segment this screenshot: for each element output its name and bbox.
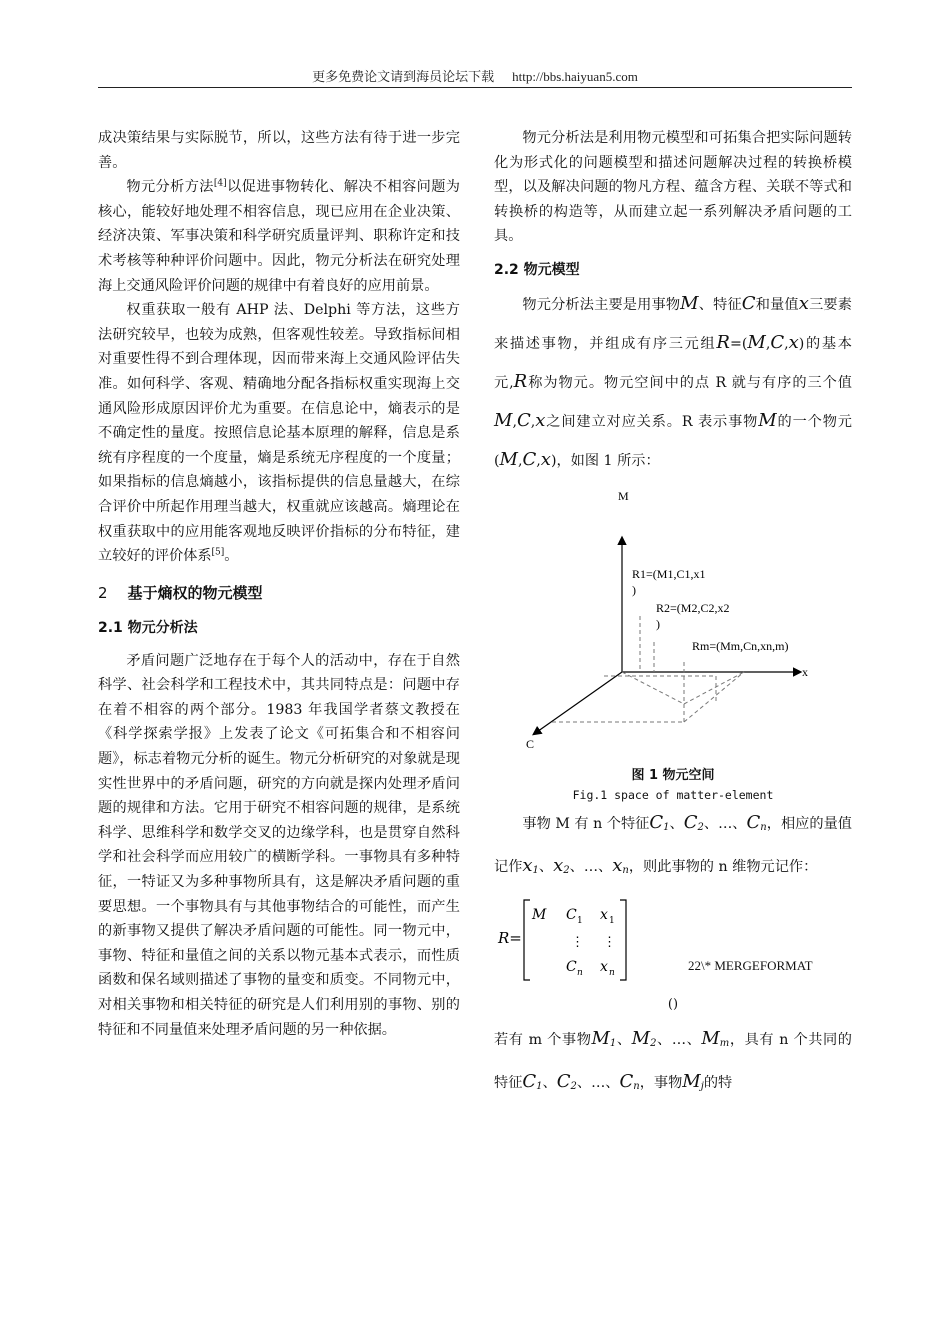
comma: ,	[765, 335, 771, 352]
ellipsis: 、…、	[703, 815, 747, 832]
symbol-C: C	[516, 409, 531, 431]
matter-element-space-diagram	[494, 486, 852, 766]
section-heading-2	[98, 581, 460, 605]
matrix-vdots-1: ⋮	[571, 934, 584, 950]
sub-m: m	[719, 1037, 730, 1049]
sub-2: 2	[563, 864, 570, 876]
sub-1: 1	[536, 1080, 543, 1092]
figure-caption-en: Fig.1 space of matter-element	[572, 787, 774, 802]
reference-4[interactable]: [4]	[213, 178, 227, 189]
symbol-x: x	[540, 448, 551, 470]
matrix-x1-sub: 1	[609, 915, 615, 926]
symbol-x: x	[798, 292, 809, 314]
p2-seg-9: 的一个物元(	[494, 413, 852, 469]
symbol-M: M	[494, 409, 513, 431]
axis-C-line	[534, 672, 622, 734]
symbol-M: M	[682, 1070, 701, 1092]
reference-5[interactable]: [5]	[211, 547, 225, 558]
axis-label-M: M	[618, 488, 629, 503]
matrix-C1: C	[566, 906, 577, 923]
separator: 、	[542, 1074, 557, 1091]
left-paragraph-3	[98, 298, 460, 569]
matrix-x1: x	[600, 906, 608, 923]
p2-seg-8: 之间建立对应关系。R 表示事物	[545, 413, 759, 430]
symbol-C: C	[619, 1070, 634, 1092]
projection-lines	[552, 616, 744, 722]
matrix-M: M	[532, 906, 547, 923]
ellipsis: 、…、	[569, 858, 613, 875]
equation-number: ()	[667, 996, 679, 1012]
p2-text-b: 以促进事物转化、解决不相容问题为核心，能较好地处理不相容信息，现已应用在企业决策、经济决策、军事决策和科学研究质量评判、职称许定和技术考核等种种评价问题中。因此，物元分析法在研究处理海上交通风险评价问题的规律中有着良好的应用前景。	[98, 179, 460, 294]
header-url[interactable]: http://bbs.haiyuan5.com	[512, 69, 638, 84]
p4-seg-1: 若有 m 个事物	[494, 1031, 592, 1048]
right-paragraph-2	[494, 285, 852, 480]
section-number: 2	[98, 583, 108, 602]
subsection-heading-2-2: 2.2 物元模型	[494, 261, 580, 278]
symbol-C: C	[746, 811, 761, 833]
comma: ,	[530, 413, 536, 430]
symbol-x: x	[553, 854, 564, 876]
symbol-M: M	[701, 1027, 720, 1049]
left-paragraph-1: 成决策结果与实际脱节，所以，这些方法有待于进一步完善。	[98, 130, 460, 171]
symbol-C: C	[770, 331, 785, 353]
sub-2: 2	[650, 1037, 657, 1049]
matrix-C1-sub: 1	[577, 915, 583, 926]
p2-seg-10: )，如图 1 所示：	[550, 452, 660, 469]
matrix-xn: x	[600, 958, 608, 975]
matrix-right-bracket	[620, 900, 626, 980]
sub-n: n	[633, 1080, 640, 1092]
symbol-M: M	[680, 292, 699, 314]
matrix-equation	[494, 892, 852, 988]
matrix-left-bracket	[524, 900, 530, 980]
separator: 、	[538, 858, 554, 875]
right-paragraph-4	[494, 1020, 852, 1106]
sub-n: n	[622, 864, 629, 876]
comma: ,	[517, 452, 523, 469]
subsection-heading-2-1: 2.1 物元分析法	[98, 619, 198, 636]
symbol-x: x	[612, 854, 623, 876]
right-column	[494, 126, 852, 1106]
symbol-M: M	[499, 448, 518, 470]
comma: ,	[784, 335, 789, 352]
symbol-x: x	[788, 331, 799, 353]
symbol-C: C	[556, 1070, 571, 1092]
header-text: 更多免费论文请到海员论坛下载	[312, 69, 495, 84]
symbol-C: C	[683, 811, 698, 833]
right-paragraph-3	[494, 804, 852, 890]
p3-seg-2: ，相应的量值记作	[494, 815, 852, 875]
right-paragraph-1: 物元分析法是利用物元模型和可拓集合把实际问题转化为形式化的问题模型和描述问题解决过程的转换桥模型，以及解决问题的物凡方程、蕴含方程、关联不等式和转换桥的构造等，从而建立起一系列解决矛盾问题的工具。	[494, 130, 852, 245]
ellipsis: 、…、	[576, 1074, 620, 1091]
p3-seg-3: ，则此事物的 n 维物元记作：	[628, 858, 818, 875]
point-label-Rm: Rm=(Mm,Cn,xn,m)	[692, 638, 789, 653]
equation-field-code: 22\* MERGEFORMAT	[688, 957, 813, 973]
p3-text-end: 。	[224, 548, 239, 565]
axis-label-x: x	[802, 664, 808, 679]
section-title: 基于熵权的物元模型	[127, 583, 263, 602]
sub-1: 1	[532, 864, 539, 876]
figure-1	[494, 486, 852, 766]
symbol-C: C	[522, 1070, 537, 1092]
point-label-R2: R2=(M2,C2,x2	[656, 600, 730, 615]
p2-seg-7: 称为物元。物元空间中的点 R 就与有序的三个值	[527, 374, 852, 391]
sub-2: 2	[570, 1080, 577, 1092]
symbol-C: C	[649, 811, 664, 833]
sub-1: 1	[609, 1037, 617, 1049]
p2-text-a: 物元分析方法	[126, 179, 214, 196]
symbol-M: M	[631, 1027, 651, 1049]
symbol-R: R	[716, 331, 730, 353]
p2-seg-4: 三要素来描述事物，并组成有序三元组	[494, 296, 852, 352]
sub-n: n	[760, 821, 767, 833]
symbol-R: R	[513, 370, 528, 392]
matrix-vdots-2: ⋮	[603, 934, 616, 950]
point-label-R1-close: )	[632, 582, 636, 597]
matrix-xn-sub: n	[609, 967, 615, 978]
point-label-R2-close: )	[656, 616, 660, 631]
p3-seg-1: 事物 M 有 n 个特征	[522, 815, 650, 832]
p2-seg-2: 、特征	[698, 296, 742, 313]
symbol-x: x	[535, 409, 546, 431]
symbol-M: M	[758, 409, 777, 431]
left-column	[98, 126, 460, 1042]
sub-j: j	[700, 1080, 704, 1092]
p3-text-a: 权重获取一般有 AHP 法、Delphi 等方法，这些方法研究较早，也较为成熟，但客观性较差。导致指标间相对重要性得不到合理体现，因而带来海上交通风险评估失准。如何科学、客观、精确地分配各指标权重实现海上交通风险形成原因评价尤为重要。在信息论中，熵表示的是不确定性的量度。按照信息论基本原理的解释，信息是系统有序程度的一个度量，熵是系统无序程度的一个度量；如果指标的信息熵越小，该指标提供的信息量越大，在综合评价中所起作用理当越大，权重就应该越高。熵理论在权重获取中的应用能客观地反映评价指标的分布特征，建立较好的评价体系	[98, 302, 460, 565]
symbol-x: x	[522, 854, 533, 876]
matrix-Cn: C	[566, 958, 577, 975]
page-header	[98, 66, 852, 85]
header-rule	[98, 87, 852, 88]
figure-caption-cn: 图 1 物元空间	[631, 767, 715, 783]
matrix-svg	[494, 892, 684, 988]
ellipsis: 、…、	[656, 1031, 702, 1048]
comma: ,	[536, 452, 541, 469]
p2-seg-5: =(	[729, 335, 748, 352]
p4-seg-3: ，事物	[639, 1074, 683, 1091]
p2-seg-3: 和量值	[755, 296, 799, 313]
p4-seg-4: 的特	[703, 1074, 733, 1091]
comma: ,	[512, 413, 517, 430]
sub-1: 1	[663, 821, 670, 833]
left-paragraph-2	[98, 175, 460, 298]
left-paragraph-4: 矛盾问题广泛地存在于每个人的活动中，存在于自然科学、社会科学和工程技术中，其共同特点是：问题中存在着不相容的两个部分。1983 年我国学者蔡文教授在《科学探索学报》上发表了论文《可拓集合和不相容问题》，标志着物元分析的诞生。物元分析研究的对象就是现实性世界中的矛盾问题，研究的方向就是探内处理矛盾问题的规律和方法。它用于研究不相容问题的规律，是系统科学、思维科学和数学交叉的边缘学科，也是贯穿自然科学和社会科学而应用较广的横断学科。一事物具有多种特征，一特证又为多种事物所具有，这是解决矛盾问题的重要思想。一个事物具有与其他事物结合的可能性，而产生的新事物又提供了解决矛盾问题的可能性。同一物元中，事物、特征和量值之间的关系以物元基本式表示，而性质函数和保名域则描述了事物的量变和质变。不同物元中，对相关事物和相关特征的研究是人们利用别的事物、别的特征和不同量值来处理矛盾问题的另一种依据。	[98, 652, 460, 1038]
separator: 、	[616, 1031, 632, 1048]
p2-seg-6: )的基本元,	[494, 335, 852, 391]
symbol-C: C	[741, 292, 756, 314]
point-label-R1: R1=(M1,C1,x1	[632, 566, 706, 581]
axis-label-C: C	[526, 736, 535, 751]
separator: 、	[669, 815, 684, 832]
symbol-M: M	[747, 331, 766, 353]
p2-seg-1: 物元分析法主要是用事物	[522, 296, 681, 313]
p4-seg-2: ，具有 n 个共同的特征	[494, 1031, 852, 1091]
symbol-M: M	[591, 1027, 610, 1049]
sub-2: 2	[697, 821, 704, 833]
matrix-lhs: R=	[498, 928, 522, 947]
matrix-Cn-sub: n	[577, 967, 583, 978]
symbol-C: C	[522, 448, 537, 470]
